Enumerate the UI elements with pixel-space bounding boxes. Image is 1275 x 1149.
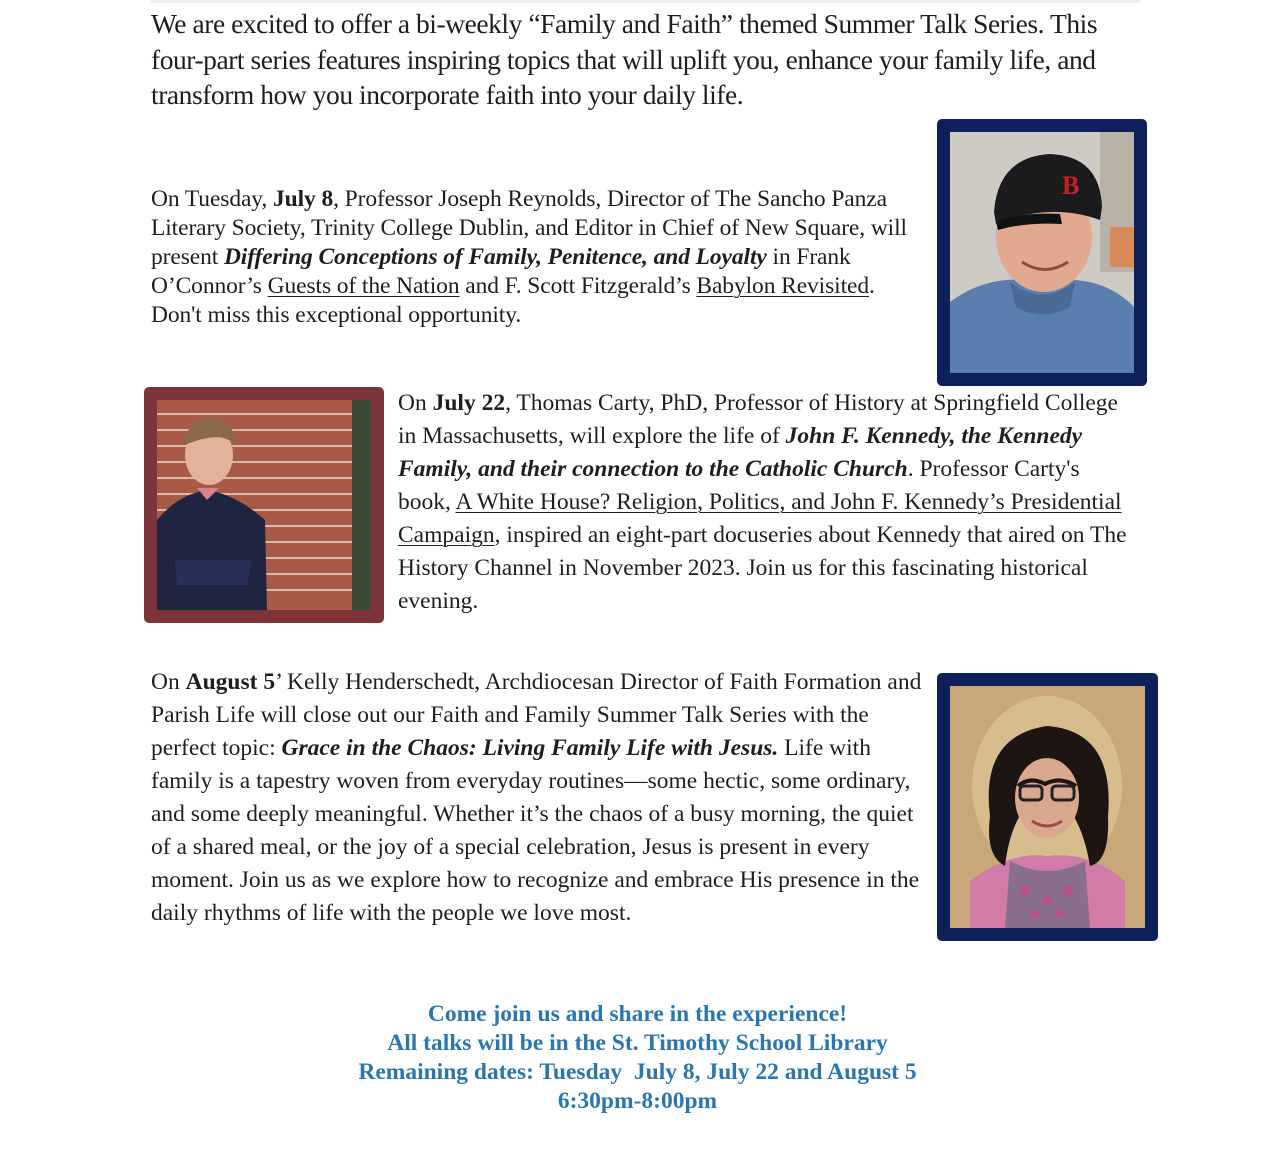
footer-dates: Remaining dates: Tuesday July 8, July 22 and August 5 bbox=[358, 1059, 917, 1085]
event-details bbox=[0, 1000, 1275, 1116]
intro-paragraph: We are excited to offer a bi-weekly “Family and Faith” themed Summer Talk Series. This four-part series features inspiring topics that will uplift you, enhance your family life, and transform how you incorporate faith into your daily life. bbox=[151, 8, 1098, 110]
talk1-title: Differing Conceptions of Family, Penitence, and Loyalty bbox=[223, 244, 767, 270]
talk1-date: July 8 bbox=[272, 186, 334, 212]
footer-invite: Come join us and share in the experience! bbox=[427, 1001, 848, 1027]
talk2-text-b: , Thomas Carty, PhD, Professor of History at Springfield College in Massachusetts, will explore the life of bbox=[398, 390, 1118, 449]
book-a-white-house: A White House? Religion, Politics, and John F. Kennedy’s Presidential Campaign bbox=[398, 489, 1122, 548]
speaker-photo-carty bbox=[144, 387, 384, 623]
talk1-text-e: . Don't miss this exceptional opportunity. bbox=[151, 273, 875, 328]
talk3-text-c: Life with family is a tapestry woven from everyday routines—some hectic, some ordinary, and some deeply meaningful. Whether it’s the chaos of a busy morning, the quiet of a shared meal, or the joy of a special celebration, Jesus is present in every moment. Join us as we explore how to recognize and embrace His presence in the daily rhythms of life with the people we love most. bbox=[151, 735, 920, 926]
speaker-photo-reynolds bbox=[937, 119, 1147, 386]
talk2-text-d: , inspired an eight-part docuseries about Kennedy that aired on The History Channel in November 2023. Join us for this fascinating historical evening. bbox=[398, 522, 1127, 614]
talk1-text-c: in Frank O’Connor’s bbox=[151, 244, 851, 299]
top-divider bbox=[150, 0, 1140, 3]
talk2-title: John F. Kennedy, the Kennedy Family, and their connection to the Catholic Church bbox=[398, 423, 1083, 482]
talk2-text-c: . Professor Carty's book, bbox=[398, 456, 1080, 515]
book-babylon-revisited: Babylon Revisited bbox=[696, 273, 869, 299]
talk3-date: August 5 bbox=[185, 669, 276, 695]
talk2-date: July 22 bbox=[432, 390, 506, 416]
footer-location: All talks will be in the St. Timothy School Library bbox=[387, 1030, 888, 1056]
talk-july-8 bbox=[151, 185, 921, 330]
book-guests-of-the-nation: Guests of the Nation bbox=[267, 273, 460, 299]
svg-text:B: B bbox=[1062, 171, 1080, 200]
photo-reynolds-icon bbox=[950, 132, 1134, 373]
talk3-text-b: ’ Kelly Henderschedt, Archdiocesan Director of Faith Formation and Parish Life will close out our Faith and Family Summer Talk Series with the perfect topic: bbox=[151, 669, 922, 761]
talk-july-22 bbox=[398, 387, 1128, 618]
talk1-text-a: On Tuesday, bbox=[151, 186, 273, 212]
talk1-text-b: , Professor Joseph Reynolds, Director of The Sancho Panza Literary Society, Trinity College Dublin, and Editor in Chief of New Square, will present bbox=[151, 186, 907, 270]
talk3-text-a: On bbox=[151, 669, 186, 695]
talk1-text-d: and F. Scott Fitzgerald’s bbox=[459, 273, 697, 299]
speaker-photo-henderschedt bbox=[937, 673, 1158, 941]
talk3-title: Grace in the Chaos: Living Family Life with Jesus. bbox=[281, 735, 779, 761]
talk-august-5 bbox=[151, 666, 926, 930]
photo-carty-icon bbox=[157, 400, 371, 610]
talk2-text-a: On bbox=[398, 390, 433, 416]
photo-henderschedt-icon bbox=[950, 686, 1145, 928]
footer-time: 6:30pm-8:00pm bbox=[557, 1088, 718, 1114]
